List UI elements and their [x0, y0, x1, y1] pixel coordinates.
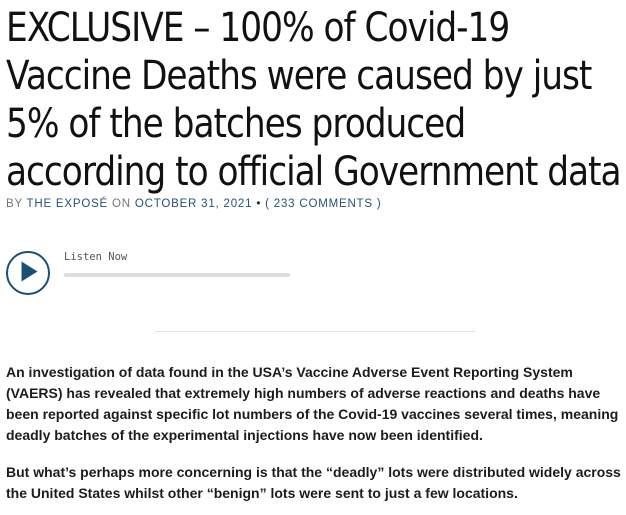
listen-now-label: Listen Now [64, 251, 128, 263]
play-button[interactable] [6, 251, 50, 295]
article-paragraph-2: But what’s perhaps more concerning is that the “deadly” lots were distributed widely across the United States whilst other “benign” lots were sent to just a few locations. [6, 464, 621, 501]
date-link[interactable]: OCTOBER 31, 2021 [134, 198, 253, 210]
article-headline: EXCLUSIVE – 100% of Covid-19 Vaccine Deaths were caused by just 5% of the batches produced according to official Government data [6, 5, 621, 195]
section-divider [155, 331, 475, 332]
byline-by: BY [6, 198, 23, 210]
audio-player [6, 251, 306, 301]
byline-on: ON [112, 198, 131, 210]
comments-count: 233 COMMENTS [273, 198, 373, 210]
article-paragraph-1: An investigation of data found in the USA’s Vaccine Adverse Event Reporting System (VAERS) has revealed that extremely high numbers of adverse reactions and deaths have been reported against specific lot numbers of the Covid-19 vaccines several times, meaning deadly batches of the experimental injections have now been identified. [6, 364, 619, 443]
comments-open-paren: ( [265, 198, 270, 210]
comments-close-paren: ) [376, 198, 382, 210]
byline-bullet: • [256, 198, 262, 210]
article-byline [6, 198, 381, 210]
author-link[interactable]: THE EXPOSÉ [26, 198, 109, 210]
comments-link[interactable] [265, 198, 381, 210]
audio-progress-bar[interactable] [64, 273, 290, 277]
play-icon [8, 253, 52, 297]
